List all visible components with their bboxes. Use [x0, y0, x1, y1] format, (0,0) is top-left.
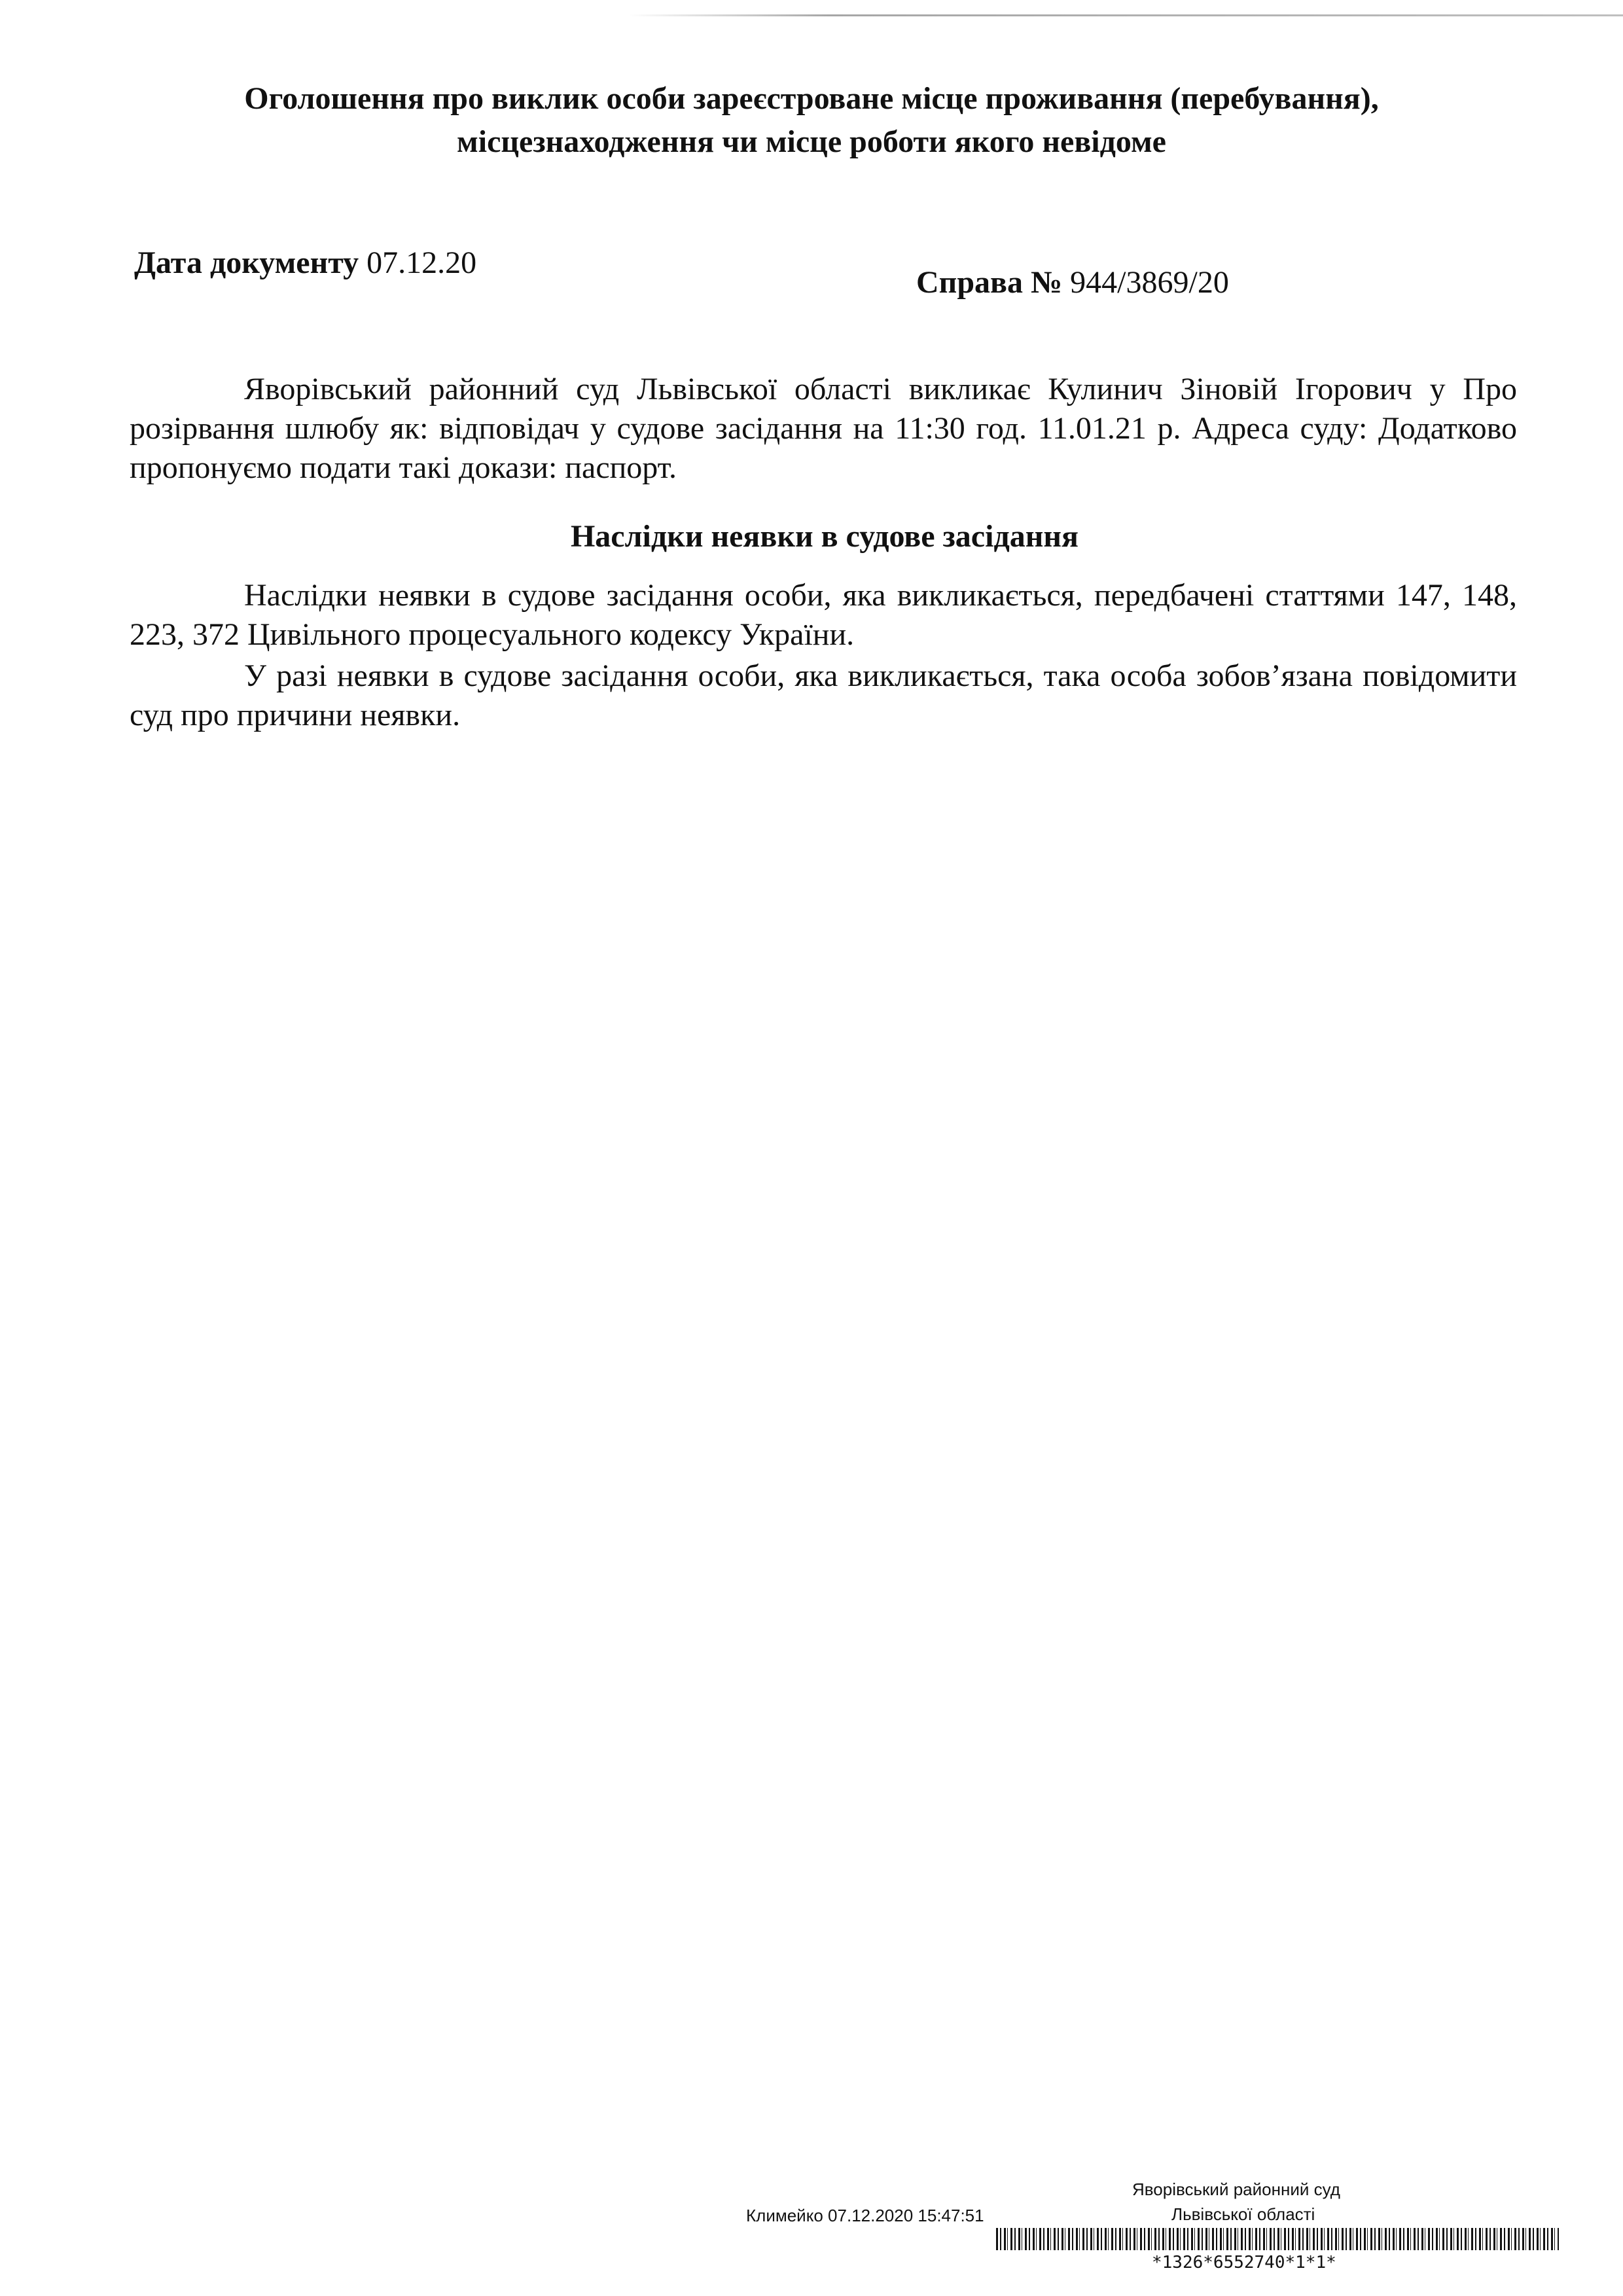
stamp-user-timestamp: Климейко 07.12.2020 15:47:51 [746, 2206, 984, 2225]
stamp-court-name: Яворівський районний суд [1132, 2179, 1340, 2199]
consequences-paragraph: Наслідки неявки в судове засідання особи, яка викликається, передбачені статтями 147, 148, 223, 372 Цивільного процесуального кодексу України. [130, 578, 1517, 652]
case-number [916, 263, 1229, 302]
date-value: 07.12.20 [366, 245, 477, 280]
stamp-court-region: Львівської області [1171, 2204, 1315, 2224]
summons-paragraph: Яворівський районний суд Львівської області викликає Кулинич Зіновій Ігорович у Про розірвання шлюбу як: відповідач у судове засідання на 11:30 год. 11.01.21 р. Адреса суду: Додатково пропонуємо подати такі докази: паспорт. [130, 372, 1517, 485]
case-value: 944/3869/20 [1070, 265, 1229, 300]
title-line-2: місцезнаходження чи місце роботи якого невідоме [457, 124, 1166, 159]
document-date [134, 243, 476, 283]
notice-paragraph: У разі неявки в судове засідання особи, яка викликається, така особа зобов’язана повідомити суд про причини неявки. [130, 658, 1517, 732]
case-label: Справа № [916, 265, 1063, 300]
barcode-code: *1326*6552740*1*1* [1152, 2253, 1336, 2272]
registry-stamp [746, 2179, 1558, 2284]
date-label: Дата документу [134, 245, 359, 280]
barcode [996, 2228, 1559, 2250]
document-title [131, 77, 1492, 164]
consequences-heading: Наслідки неявки в судове засідання [570, 519, 1079, 554]
title-line-1: Оголошення про виклик особи зареєстроване місце проживання (перебування), [244, 81, 1379, 116]
scan-top-edge [628, 14, 1623, 16]
